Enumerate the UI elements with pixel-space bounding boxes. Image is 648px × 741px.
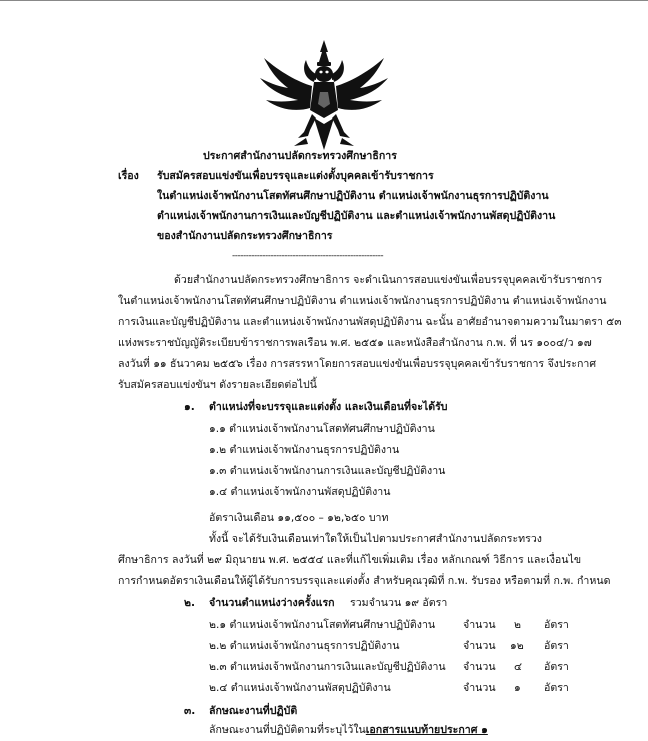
intro-line: ในตำแหน่งเจ้าพนักงานโสตทัศนศึกษาปฏิบัติงาน ตำแหน่งเจ้าพนักงานธุรการปฏิบัติงาน ตำแหน่งเจ้าพนักงาน — [118, 295, 607, 307]
intro-line: ลงวันที่ ๑๑ ธันวาคม ๒๕๕๖ เรื่อง การสรรหาโดยการสอบแข่งขันเพื่อบรรจุบุคคลเข้ารับราชการ จึงประกาศ — [118, 358, 597, 370]
vacancy-row-count: ๑ — [514, 682, 521, 694]
section-2-total: รวมจำนวน ๑๙ อัตรา — [350, 597, 448, 609]
vacancy-row-label: จำนวน — [463, 640, 496, 652]
position-item: ๑.๓ ตำแหน่งเจ้าพนักงานการเงินและบัญชีปฏิบัติงาน — [209, 465, 446, 477]
position-item: ๑.๔ ตำแหน่งเจ้าพนักงานพัสดุปฏิบัติงาน — [209, 486, 391, 498]
vacancy-row-count: ๒ — [514, 619, 521, 631]
vacancy-row-name: ๒.๓ ตำแหน่งเจ้าพนักงานการเงินและบัญชีปฏิบัติงาน — [209, 661, 446, 673]
top-edge-line — [0, 0, 648, 1]
position-item: ๑.๒ ตำแหน่งเจ้าพนักงานธุรการปฏิบัติงาน — [209, 444, 400, 456]
salary-range: อัตราเงินเดือน ๑๑,๕๐๐ – ๑๒,๖๕๐ บาท — [209, 512, 389, 524]
section-2-number: ๒. — [184, 597, 196, 609]
subject-label: เรื่อง — [118, 170, 139, 182]
section-3-body-text: ลักษณะงานที่ปฏิบัติตามที่ระบุไว้ใน — [209, 724, 366, 736]
section-1-number: ๑. — [184, 401, 195, 413]
subject-line: ตำแหน่งเจ้าพนักงานการเงินและบัญชีปฏิบัติงาน และตำแหน่งเจ้าพนักงานพัสดุปฏิบัติงาน — [157, 210, 556, 222]
subject-line: รับสมัครสอบแข่งขันเพื่อบรรจุและแต่งตั้งบุคคลเข้ารับราชการ — [157, 170, 434, 182]
vacancy-row-count: ๑๒ — [510, 640, 524, 652]
subject-line: ในตำแหน่งเจ้าพนักงานโสตทัศนศึกษาปฏิบัติงาน ตำแหน่งเจ้าพนักงานธุรการปฏิบัติงาน — [157, 190, 549, 202]
vacancy-row-label: จำนวน — [463, 661, 496, 673]
vacancy-row-unit: อัตรา — [544, 682, 569, 694]
section-2-heading: จำนวนตำแหน่งว่างครั้งแรก — [209, 597, 335, 609]
intro-line: ด้วยสำนักงานปลัดกระทรวงศึกษาธิการ จะดำเนินการสอบแข่งขันเพื่อบรรจุบุคคลเข้ารับราชการ — [174, 274, 603, 286]
vacancy-row-count: ๔ — [514, 661, 523, 673]
position-item: ๑.๑ ตำแหน่งเจ้าพนักงานโสตทัศนศึกษาปฏิบัติงาน — [209, 423, 435, 435]
vacancy-row-label: จำนวน — [463, 682, 496, 694]
section-1-heading: ตำแหน่งที่จะบรรจุและแต่งตั้ง และเงินเดือนที่จะได้รับ — [209, 401, 448, 413]
attachment-reference: เอกสารแนบท้ายประกาศ ๑ — [365, 724, 488, 736]
vacancy-row-unit: อัตรา — [544, 661, 569, 673]
vacancy-row-name: ๒.๒ ตำแหน่งเจ้าพนักงานธุรการปฏิบัติงาน — [209, 640, 400, 652]
intro-line: รับสมัครสอบแข่งขันฯ ดังรายละเอียดต่อไปนี้ — [118, 379, 317, 391]
salary-note-line: ทั้งนี้ จะได้รับเงินเดือนเท่าใดให้เป็นไปตามประกาศสำนักงานปลัดกระทรวง — [209, 533, 542, 545]
vacancy-row-unit: อัตรา — [544, 619, 569, 631]
document-title: ประกาศสำนักงานปลัดกระทรวงศึกษาธิการ — [203, 150, 397, 162]
intro-line: แห่งพระราชบัญญัติระเบียบข้าราชการพลเรือน พ.ศ. ๒๕๕๑ และหนังสือสำนักงาน ก.พ. ที่ นร ๑๐๐๔/ว ๑๗ — [118, 337, 592, 349]
garuda-emblem — [258, 38, 390, 154]
separator-rule: ------------------------------------------------------- — [232, 251, 384, 261]
vacancy-row-name: ๒.๑ ตำแหน่งเจ้าพนักงานโสตทัศนศึกษาปฏิบัติงาน — [209, 619, 436, 631]
vacancy-row-name: ๒.๔ ตำแหน่งเจ้าพนักงานพัสดุปฏิบัติงาน — [209, 682, 391, 694]
vacancy-row-label: จำนวน — [463, 619, 496, 631]
salary-note-line: การกำหนดอัตราเงินเดือนให้ผู้ได้รับการบรรจุและแต่งตั้ง สำหรับคุณวุฒิที่ ก.พ. รับรอง หรือตามที่ ก.พ. กำหนด — [118, 575, 611, 587]
vacancy-row-unit: อัตรา — [544, 640, 569, 652]
intro-line: การเงินและบัญชีปฏิบัติงาน และตำแหน่งเจ้าพนักงานพัสดุปฏิบัติงาน ฉะนั้น อาศัยอำนาจตามความในมาตรา ๕๓ — [118, 316, 622, 328]
section-3-body — [209, 721, 488, 739]
section-3-heading: ลักษณะงานที่ปฏิบัติ — [209, 705, 298, 717]
section-3-number: ๓. — [184, 705, 196, 717]
subject-line: ของสำนักงานปลัดกระทรวงศึกษาธิการ — [157, 230, 333, 242]
salary-note-line: ศึกษาธิการ ลงวันที่ ๒๙ มิถุนายน พ.ศ. ๒๕๕๔ และที่แก้ไขเพิ่มเติม เรื่อง หลักเกณฑ์ วิธีการ และเงื่อนไข — [118, 554, 582, 566]
